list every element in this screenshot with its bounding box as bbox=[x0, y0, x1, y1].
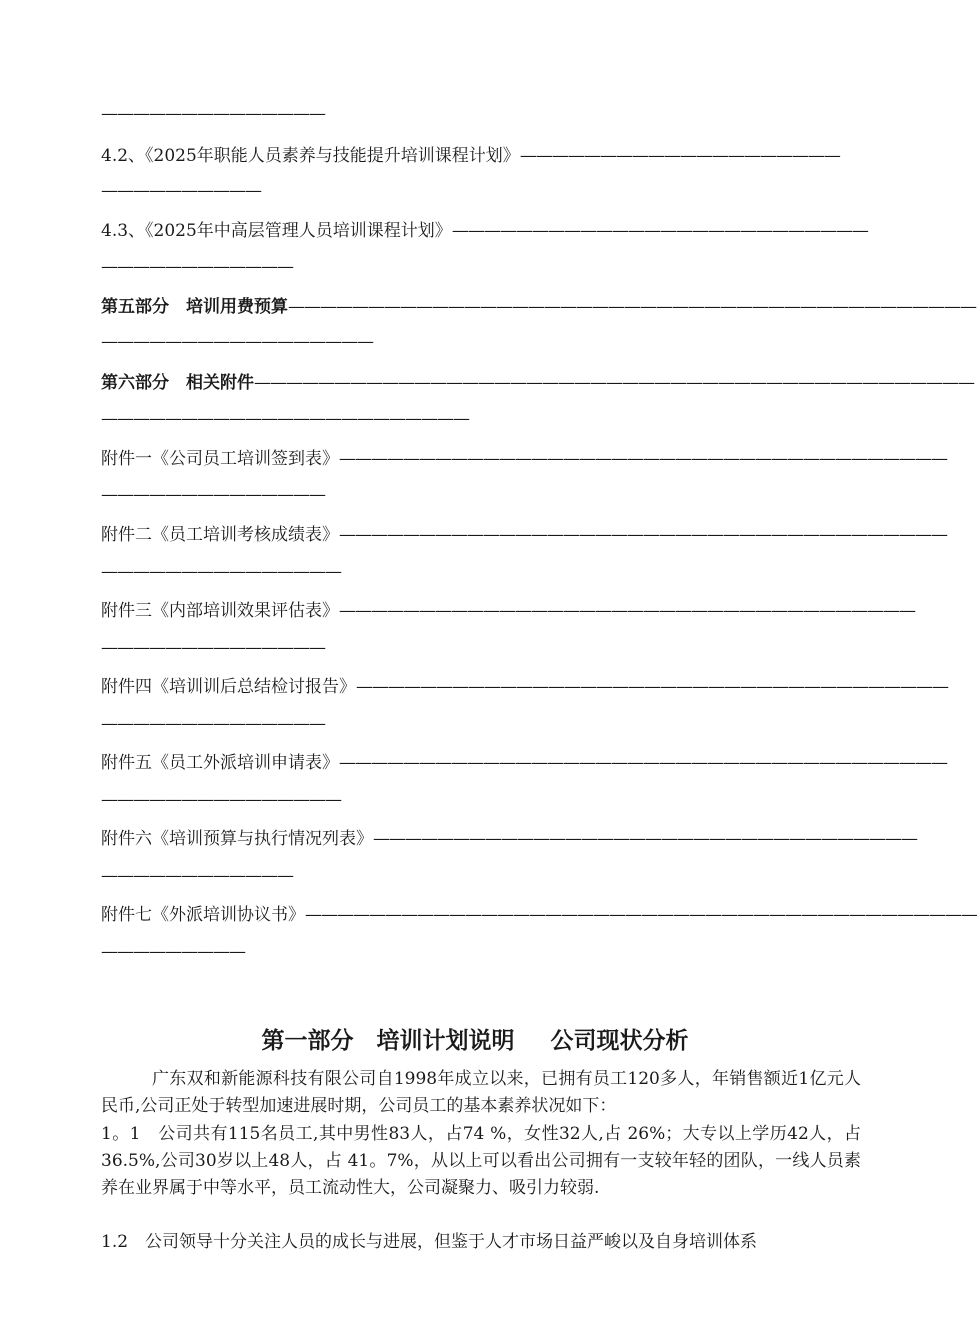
toc-leader: ——————————————————————————————————————————— bbox=[288, 297, 976, 317]
toc-entry-appendix-4[interactable] bbox=[101, 677, 948, 697]
toc-entry-title: 第六部分 相关附件 bbox=[101, 373, 254, 393]
toc-leader: —————————————————————————————————————— bbox=[339, 525, 947, 545]
toc-entry-appendix-3[interactable] bbox=[101, 601, 915, 621]
toc-entry-title: 附件六《培训预算与执行情况列表》 bbox=[101, 829, 373, 849]
toc-leader: ———————————————————————————————————— bbox=[339, 601, 915, 621]
toc-continuation: ——————————————— bbox=[101, 562, 341, 582]
toc-leader: —————————————————————————————————————— bbox=[339, 449, 947, 469]
intro-paragraph: 广东双和新能源科技有限公司自1998年成立以来，已拥有员工120多人，年销售额近1亿元人民币,公司正处于转型加速进展时期，公司员工的基本素养状况如下： bbox=[101, 1069, 861, 1116]
toc-continuation: ————————————————— bbox=[101, 332, 373, 352]
toc-continuation: ——————————————————————— bbox=[101, 409, 469, 429]
toc-leader: —————————————————————————————————————————— bbox=[305, 905, 977, 925]
toc-continuation: ——————————————— bbox=[101, 790, 341, 810]
toc-entry-title: 附件四《培训训后总结检讨报告》 bbox=[101, 677, 356, 697]
toc-leader: —————————————————————————————————— bbox=[373, 829, 917, 849]
toc-entry-title: 附件一《公司员工培训签到表》 bbox=[101, 449, 339, 469]
toc-entry-appendix-5[interactable] bbox=[101, 753, 947, 773]
section-heading bbox=[0, 1022, 950, 1055]
toc-leader: —————————————————————————— bbox=[451, 221, 868, 241]
toc-continuation: —————————————— bbox=[101, 104, 325, 124]
toc-continuation: ————————— bbox=[101, 942, 245, 962]
toc-entry-appendix-2[interactable] bbox=[101, 525, 947, 545]
toc-entry-title: 4.2、《2025年职能人员素养与技能提升培训课程计划》 bbox=[101, 146, 520, 166]
toc-entry-4-2[interactable] bbox=[101, 146, 861, 166]
toc-entry-appendix-7[interactable] bbox=[101, 905, 977, 925]
toc-entry-title: 附件七《外派培训协议书》 bbox=[101, 905, 305, 925]
paragraph-1-2: 1.2 公司领导十分关注人员的成长与进展，但鉴于人才市场日益严峻以及自身培训体系 bbox=[101, 1232, 758, 1252]
toc-leader: ————————————————————————————————————————————— bbox=[254, 373, 974, 393]
toc-entry-appendix-6[interactable] bbox=[101, 829, 917, 849]
toc-continuation: —————————— bbox=[101, 181, 261, 201]
toc-entry-appendix-1[interactable] bbox=[101, 449, 947, 469]
toc-entry-part-5[interactable] bbox=[101, 297, 976, 317]
toc-entry-title: 附件三《内部培训效果评估表》 bbox=[101, 601, 339, 621]
toc-entry-title: 附件二《员工培训考核成绩表》 bbox=[101, 525, 339, 545]
paragraph-1-1: 1。1 公司共有115名员工,其中男性83人，占74 %，女性32人,占 26%；大专以上学历42人，占36.5%,公司30岁以上48人，占 41。7%，从以上可以看出公司拥有一支较年轻的团队，一线人员素养在业界属于中等水平，员工流动性大，公司凝聚力、吸引力较弱. bbox=[101, 1124, 861, 1198]
toc-continuation: ———————————— bbox=[101, 866, 293, 886]
toc-continuation: —————————————— bbox=[101, 714, 325, 734]
toc-continuation: —————————————— bbox=[101, 485, 325, 505]
toc-continuation: —————————————— bbox=[101, 638, 325, 658]
toc-leader: —————————————————————————————————————— bbox=[339, 753, 947, 773]
section-subtitle: 公司现状分析 bbox=[550, 1028, 689, 1054]
toc-entry-title: 4.3、《2025年中高层管理人员培训课程计划》 bbox=[101, 221, 452, 241]
toc-continuation: ———————————— bbox=[101, 257, 293, 277]
toc-entry-4-3[interactable] bbox=[101, 221, 868, 241]
toc-leader: ————————————————————————————————————— bbox=[356, 677, 948, 697]
toc-entry-part-6[interactable] bbox=[101, 373, 974, 393]
section-title: 第一部分 培训计划说明 bbox=[261, 1028, 515, 1054]
toc-entry-title: 附件五《员工外派培训申请表》 bbox=[101, 753, 339, 773]
toc-leader: ———————————————————— bbox=[519, 146, 840, 166]
toc-entry-title: 第五部分 培训用费预算 bbox=[101, 297, 288, 317]
